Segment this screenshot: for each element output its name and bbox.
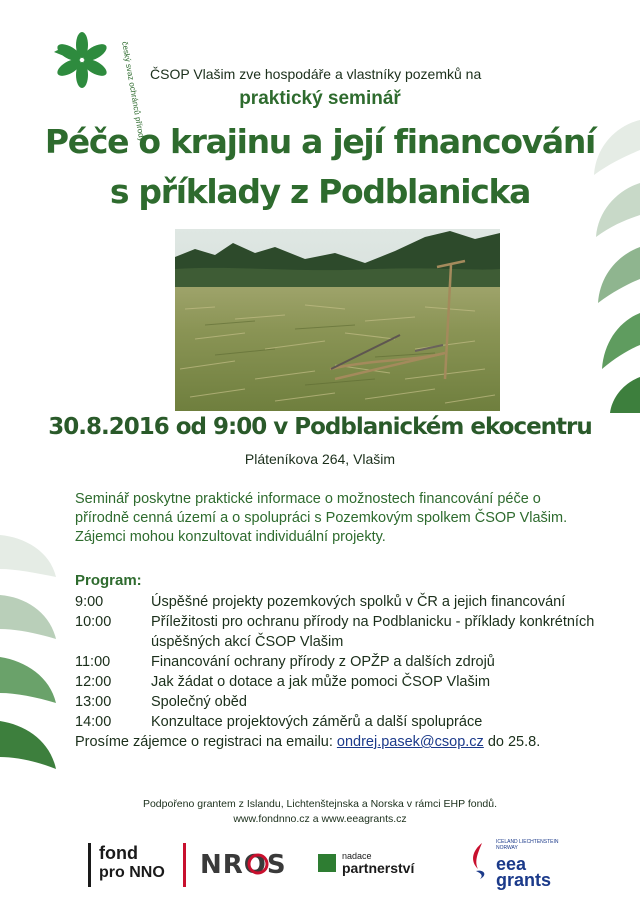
eea-countries: ICELAND LIECHTENSTEIN NORWAY <box>496 839 559 851</box>
supported-line-2: www.fondnno.cz a www.eeagrants.cz <box>233 813 407 825</box>
np-logo-line-1: nadace <box>342 851 372 861</box>
program-item <box>75 672 595 692</box>
program-text: Financování ochrany přírody z OPŽP a dalších zdrojů <box>151 654 495 670</box>
supported-line-1: Podpořeno grantem z Islandu, Lichtenštejnska a Norska v rámci EHP fondů. <box>142 798 498 810</box>
email-link[interactable]: ondrej.pasek@csop.cz <box>336 734 484 750</box>
program-text: Jak žádat o dotace a jak může pomoci ČSOP Vlašim <box>151 674 491 690</box>
program-text: Společný oběd <box>151 694 247 710</box>
nros-logo-text: NROS <box>200 850 287 880</box>
program-text: Úspěšné projekty pozemkových spolků v ČR a jejich financování <box>151 594 566 610</box>
eea-flame-icon <box>468 841 492 881</box>
eea-logo-line-1: eea <box>496 854 527 874</box>
intro-text: ČSOP Vlašim zve hospodáře a vlastníky pozemků na <box>150 66 482 82</box>
eea-grants-logo <box>468 835 568 895</box>
meadow-photo <box>175 229 500 411</box>
fond-logo-line-2: pro NNO <box>99 864 165 881</box>
program-time: 13:00 <box>75 694 112 710</box>
registration-prefix: Prosíme zájemce o registraci na emailu: <box>75 734 337 750</box>
program-item <box>75 612 595 652</box>
event-address: Pláteníkova 264, Vlašim <box>244 451 396 467</box>
title-line-1: Péče o krajinu a její financování <box>44 122 596 161</box>
program-item <box>75 592 595 612</box>
sponsor-logos <box>0 835 640 895</box>
np-leaf-icon <box>318 854 336 872</box>
program-text: Konzultace projektových záměrů a další spolupráce <box>151 714 483 730</box>
program-time: 10:00 <box>75 614 112 630</box>
program-item <box>75 652 595 672</box>
program-heading: Program: <box>75 572 142 589</box>
program-item <box>75 712 595 732</box>
nadace-partnerstvi-logo <box>318 851 428 881</box>
program-time: 9:00 <box>75 594 104 610</box>
registration-note <box>75 732 595 752</box>
fond-pro-nno-logo <box>88 843 178 887</box>
event-type: praktický seminář <box>239 88 401 109</box>
program-list <box>75 592 595 752</box>
np-logo-line-2: partnerství <box>342 860 415 876</box>
fond-logo-bar <box>183 843 186 887</box>
registration-suffix: do 25.8. <box>483 734 541 750</box>
program-text: Příležitosti pro ochranu přírody na Podblanicku - příklady konkrétních úspěšných akcí ČSOP Vlašim <box>151 614 595 650</box>
program-time: 11:00 <box>75 654 111 670</box>
logo-text: český svaz ochránců přírody <box>120 40 147 143</box>
eea-logo-line-2: grants <box>496 870 552 890</box>
event-date-place: 30.8.2016 od 9:00 v Podblanickém ekocentru <box>48 414 592 440</box>
fond-logo-line-1: fond <box>99 843 138 863</box>
program-time: 12:00 <box>75 674 112 690</box>
program-time: 14:00 <box>75 714 112 730</box>
supported-by <box>0 797 640 827</box>
decorative-leaves-left <box>0 525 60 785</box>
title-line-2: s příklady z Podblanicka <box>109 172 531 211</box>
nros-logo <box>200 847 305 881</box>
program-item <box>75 692 595 712</box>
event-description: Seminář poskytne praktické informace o možnostech financování péče o přírodně cenná území a o spolupráci s Pozemkovým spolkem ČSOP Vlašim. Zájemci mohou konzultovat individuální projekty. <box>75 491 568 545</box>
